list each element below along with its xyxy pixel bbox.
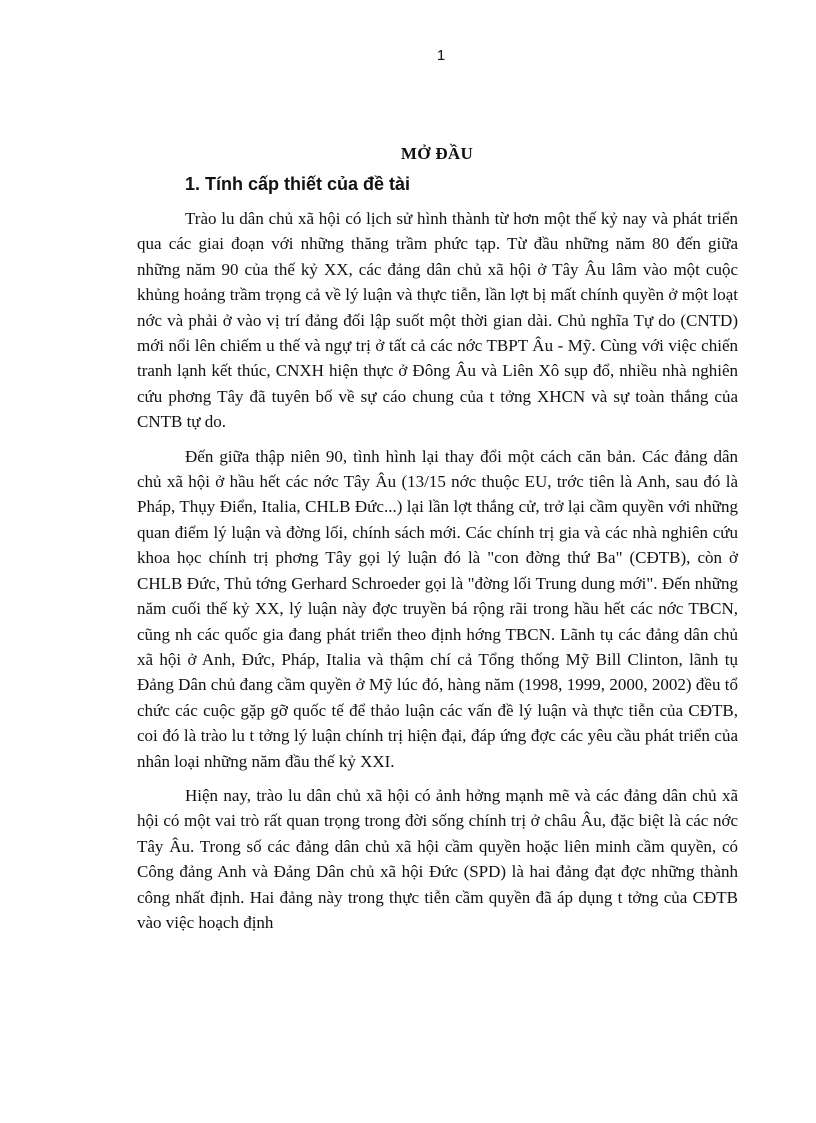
paragraph-1: Trào lu dân chủ xã hội có lịch sử hình thành từ hơn một thế kỷ nay và phát triển qua các giai đoạn với những thăng trầm phức tạp. Từ đầu những năm 80 đến giữa những năm 90 của thế kỷ XX, các đảng dân chủ xã hội ở Tây Âu lâm vào một cuộc khủng hoảng trầm trọng cả về lý luận và thực tiễn, lần lợt bị mất chính quyền ở một loạt nớc và phải ở vào vị trí đảng đối lập suốt một thời gian dài. Chủ nghĩa Tự do (CNTD) mới nổi lên chiếm u thế và ngự trị ở tất cả các nớc TBPT Âu - Mỹ. Cùng với việc chiến tranh lạnh kết thúc, CNXH hiện thực ở Đông Âu và Liên Xô sụp đổ, nhiều nhà nghiên cứu phơng Tây đã tuyên bố về sự cáo chung của t tởng XHCN và sự toàn thắng của CNTB tự do. <box>137 209 738 432</box>
page-number: 1 <box>436 47 446 64</box>
body-text <box>137 206 738 944</box>
paragraph-3: Hiện nay, trào lu dân chủ xã hội có ảnh hởng mạnh mẽ và các đảng dân chủ xã hội có một vai trò rất quan trọng trong đời sống chính trị ở châu Âu, đặc biệt là các nớc Tây Âu. Trong số các đảng dân chủ xã hội cầm quyền hoặc liên minh cầm quyền, có Công đảng Anh và Đảng Dân chủ xã hội Đức (SPD) là hai đảng đạt đợc những thành công nhất định. Hai đảng này trong thực tiễn cầm quyền đã áp dụng t tởng của CĐTB vào việc hoạch định <box>137 785 738 932</box>
chapter-title: MỞ ĐẦU <box>400 144 474 163</box>
paragraph-2: Đến giữa thập niên 90, tình hình lại thay đổi một cách căn bản. Các đảng dân chủ xã hội ở hầu hết các nớc Tây Âu (13/15 nớc thuộc EU, trớc tiên là Anh, sau đó là Pháp, Thụy Điển, Italia, CHLB Đức...) lại lần lợt thắng cử, trở lại cầm quyền với những quan điểm lý luận và đờng lối, chính sách mới. Các chính trị gia và các nhà nghiên cứu khoa học chính trị phơng Tây gọi lý luận đó là "con đờng thứ Ba" (CĐTB), còn ở CHLB Đức, Thủ tớng Gerhard Schroeder gọi là "đờng lối Trung dung mới". Đến những năm cuối thế kỷ XX, lý luận này đợc truyền bá rộng rãi trong hầu hết các nớc TBCN, cũng nh các quốc gia đang phát triển theo định hớng TBCN. Lãnh tụ các đảng dân chủ xã hội ở Anh, Đức, Pháp, Italia và thậm chí cả Tổng thống Mỹ Bill Clinton, lãnh tụ Đảng Dân chủ đang cầm quyền ở Mỹ lúc đó, hàng năm (1998, 1999, 2000, 2002) đều tổ chức các cuộc gặp gỡ quốc tế để thảo luận các vấn đề lý luận và thực tiễn của CĐTB, coi đó là trào lu t tởng lý luận chính trị hiện đại, đáp ứng đợc các yêu cầu phát triển của nhân loại những năm đầu thế kỷ XXI. <box>137 446 738 771</box>
section-heading: 1. Tính cấp thiết của đề tài <box>185 174 411 194</box>
